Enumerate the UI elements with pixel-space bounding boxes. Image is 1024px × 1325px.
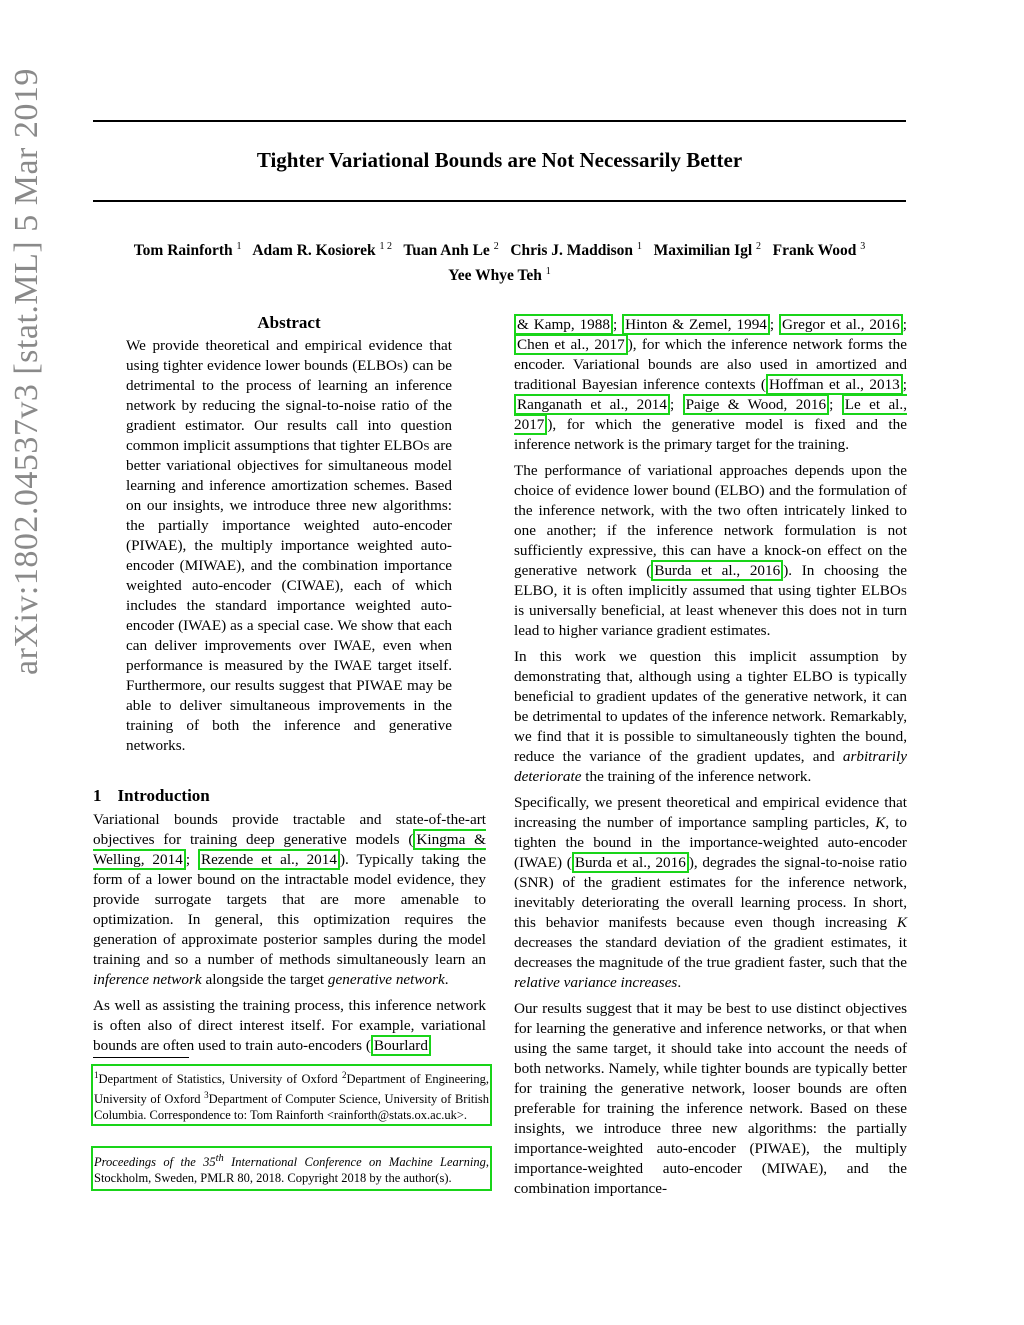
author: Maximilian Igl $^2$ — [653, 241, 762, 260]
introduction-text — [93, 810, 486, 1062]
citation-link[interactable]: Le et al., 2017 — [514, 396, 907, 433]
citation-link[interactable]: & Kamp, 1988 — [514, 314, 613, 335]
citation-link[interactable]: Hinton & Zemel, 1994 — [622, 314, 770, 335]
citation-link[interactable]: Bourlard — [371, 1035, 431, 1056]
citation-link[interactable]: Ranganath et al., 2014 — [514, 394, 670, 415]
author: Yee Whye Teh $^1$ — [448, 266, 551, 285]
paragraph: & Kamp, 1988 ; Hinton & Zemel, 1994 ; Gregor et al., 2016 ; Chen et al., 2017 ), for which the inference network forms the encoder. Variational bounds are also used in amortized and traditional Bayesian inference contexts ( Hoffman et al., 2013 ; Ranganath et al., 2014 ; Paige & Wood, 2016 ; Le et al., 2017 ), for which the generative model is fixed and the inference network is the primary target for the training. — [514, 316, 907, 453]
citation-link[interactable]: Burda et al., 2016 — [572, 852, 689, 873]
paper-title: Tighter Variational Bounds are Not Necessarily Better — [256, 148, 743, 172]
author: Adam R. Kosiorek $^{1 2}$ — [252, 241, 392, 260]
citation-link[interactable]: Burda et al., 2016 — [651, 560, 783, 581]
paragraph: Our results suggest that it may be best to use distinct objectives for learning the generative and inference networks, or that when using the same target, it should take into account the needs of both networks. Namely, while tighter bounds are typically better for training the generative network, looser bounds are often preferable for training the inference network. Based on these insights, we introduce three new algorithms: the partially importance-weighted auto-encoder (PIWAE), the multiply importance-weighted auto-encoder (MIWAE), and the combination importance- — [514, 1000, 907, 1197]
paragraph: As well as assisting the training process, this inference network is often also of direct interest itself. For example, variational bounds are often used to train auto-encoders ( Bourlard — [93, 997, 486, 1054]
arxiv-stamp: arXiv:1802.04537v3 [stat.ML] 5 Mar 2019 — [8, 68, 45, 675]
proceedings-note[interactable]: Proceedings of the 35th International Conference on Machine Learning, Stockholm, Sweden, PMLR 80, 2018. Copyright 2018 by the author(s). — [91, 1146, 492, 1191]
author: Tom Rainforth $^1$ — [133, 241, 242, 260]
author-list — [93, 236, 906, 286]
author: Frank Wood $^3$ — [772, 241, 866, 260]
author: Chris J. Maddison $^1$ — [510, 241, 642, 260]
top-rule — [93, 120, 906, 122]
paragraph: In this work we question this implicit assumption by demonstrating that, although using a tighter ELBO is typically beneficial to gradient updates of the generative network, it can be detrimental to updates of the inference network. Remarkably, we find that it is possible to simultaneously tighten the bound, reduce the variance of the gradient updates, and arbitrarily deteriorate the training of the inference network. — [514, 648, 907, 785]
abstract-heading: Abstract — [257, 313, 321, 332]
citation-link[interactable]: Kingma & Welling, 2014 — [93, 831, 486, 868]
section-heading-introduction: 1 Introduction — [93, 786, 210, 805]
footnote-rule — [93, 1057, 189, 1058]
citation-link[interactable]: Paige & Wood, 2016 — [683, 394, 830, 415]
citation-link[interactable]: Gregor et al., 2016 — [779, 314, 903, 335]
affiliation-footnote[interactable]: $^1$Department of Statistics, University of Oxford $^2$Department of Engineering, University of Oxford $^3$Department of Computer Science, University of British Columbia. Correspondence to: Tom Rainforth <rainforth@stats.ox.ac.uk>. — [91, 1064, 492, 1126]
citation-link[interactable]: Chen et al., 2017 — [514, 334, 628, 355]
title-bottom-rule — [93, 200, 906, 202]
citation-link[interactable]: Hoffman et al., 2013 — [766, 374, 903, 395]
abstract-body: We provide theoretical and empirical evidence that using tighter evidence lower bounds (ELBOs) can be detrimental to the process of learning an inference network by reducing the signal-to-noise ratio of the gradient estimator. Our results call into question common implicit assumptions that tighter ELBOs are better variational objectives for simultaneous model learning and inference amortization schemes. Based on our insights, we introduce three new algorithms: the partially importance weighted auto-encoder (PIWAE), the multiply importance weighted auto-encoder (MIWAE), and the combination importance weighted auto-encoder (CIWAE), each of which includes the standard importance weighted auto-encoder (IWAE) as a special case. We show that each can deliver improvements over IWAE, even when performance is measured by the IWAE target itself. Furthermore, our results suggest that PIWAE may be able to deliver simultaneous improvements in the training of both the inference and generative networks. — [126, 337, 453, 754]
paragraph: The performance of variational approaches depends upon the choice of evidence lower bound (ELBO) and the formulation of the inference network, with the two often intricately linked to one another; if the inference network formulation is not sufficiently expressive, this can have a knock-on effect on the generative network ( Burda et al., 2016 ). In choosing the ELBO, it is often implicitly assumed that using tighter ELBOs is universally beneficial, at least whenever this does not in turn lead to higher variance gradient estimates. — [514, 462, 907, 639]
paragraph: Specifically, we present theoretical and empirical evidence that increasing the number of importance sampling particles, K, to tighten the bound in the importance-weighted auto-encoder (IWAE) ( Burda et al., 2016 ), degrades the signal-to-noise ratio (SNR) of the gradient estimates for the inference network, inevitably deteriorating the overall learning process. In short, this behavior manifests because even though increasing K decreases the standard deviation of the gradient estimates, it decreases the magnitude of the true gradient faster, such that the relative variance increases. — [514, 794, 907, 991]
author: Tuan Anh Le $^2$ — [403, 241, 499, 260]
paragraph: Variational bounds provide tractable and state-of-the-art objectives for training deep generative models ( Kingma & Welling, 2014 ; Rezende et al., 2014 ). Typically taking the form of a lower bound on the intractable model evidence, they provide surrogate targets that are more amenable to optimization. In general, this optimization requires the generation of approximate posterior samples during the model training and so a number of methods simultaneously learn an inference network alongside the target generative network. — [93, 811, 486, 988]
right-column-text — [514, 315, 907, 1205]
citation-link[interactable]: Rezende et al., 2014 — [198, 849, 340, 870]
